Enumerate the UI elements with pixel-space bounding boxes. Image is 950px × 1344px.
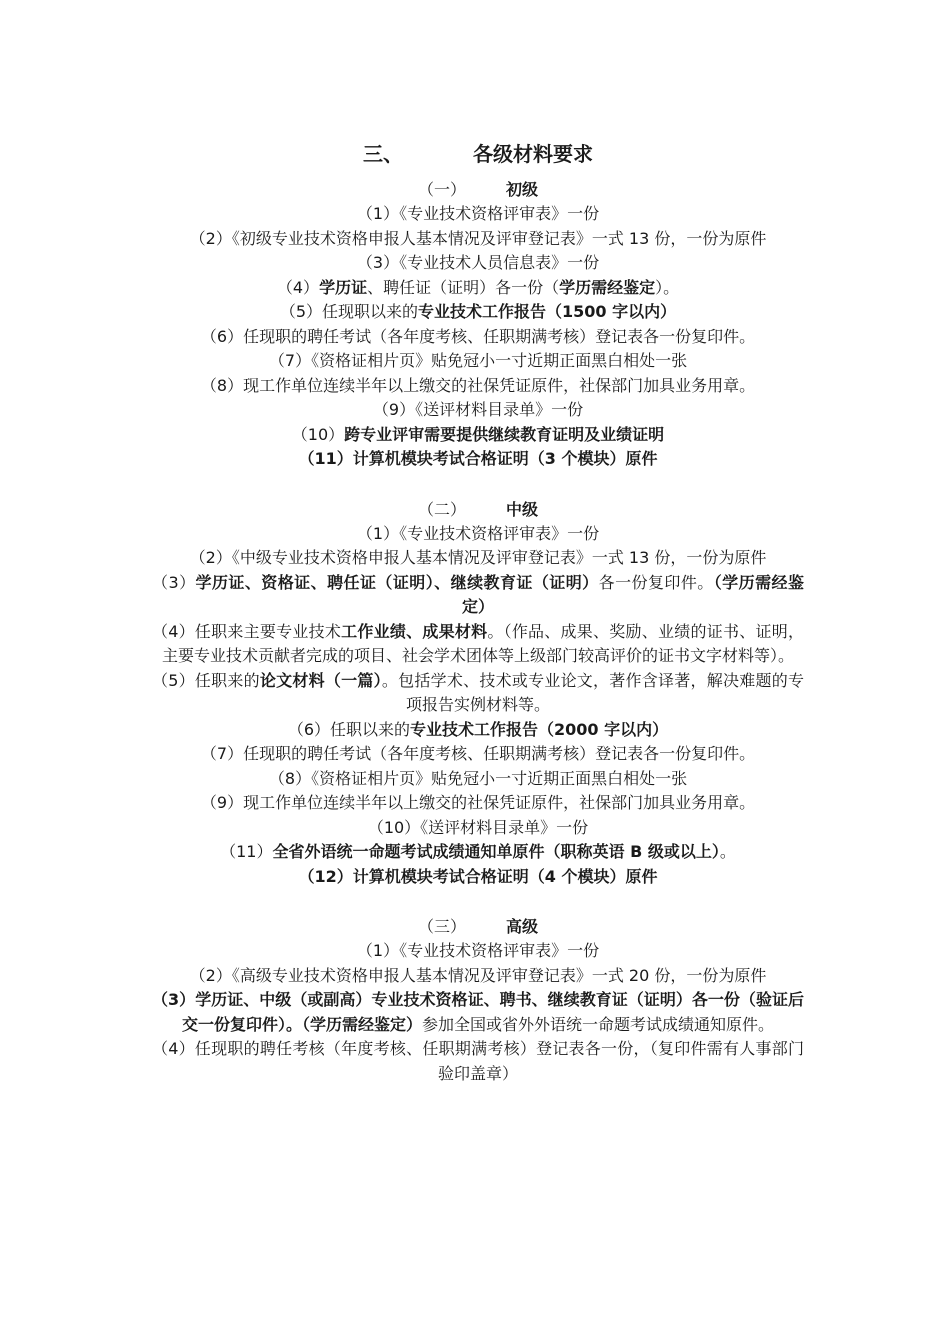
requirements-content [152,178,804,1086]
section-heading [152,178,804,202]
emphasized-text: （学历需经鉴定） [461,572,804,616]
requirement-item [152,300,804,325]
requirement-item [152,571,804,620]
item-text: （2）《初级专业技术资格申报人基本情况及评审登记表》一式 13 份，一份为原件 [189,228,767,248]
section-name: 中级 [505,499,538,519]
requirement-item [152,1037,804,1086]
requirement-item [152,349,804,374]
item-text: （4）任现职的聘任考核（年度考核、任职期满考核）登记表各一份，（复印件需有人事部门验印盖章） [152,1039,804,1083]
title-number: 三、 [363,142,403,166]
requirement-item [152,988,804,1037]
requirement-item [152,276,804,301]
emphasized-text: 学历证 [319,277,368,297]
item-text: 各一份复印件。 [598,572,714,592]
item-text: ）。 [655,277,680,297]
requirement-item [152,865,804,890]
item-text: 。包括学术、技术或专业论文，著作含译著，解决难题的专项报告实例材料等。 [381,670,804,714]
item-text: （10）《送评材料目录单》一份 [367,817,589,837]
item-text: （11） [220,842,273,861]
requirement-item [152,546,804,571]
emphasized-text: 工作业绩、成果材料 [341,621,488,641]
emphasized-text: 全省外语统一命题考试成绩通知单原件（职称英语 B 级或以上） [272,842,720,861]
requirement-item [152,939,804,964]
document-page [152,136,804,1086]
section-number: （一） [417,180,466,199]
section-name: 高级 [505,917,538,936]
emphasized-text: （3）学历证、中级（或副高）专业技术资格证、聘书、继续教育证（证明）各一份（验证后交一份复印件）。（学历需经鉴定） [152,990,804,1034]
section-number: （三） [417,917,466,936]
requirement-item [152,447,804,472]
item-text: （1）《专业技术资格评审表》一份 [356,204,600,223]
requirement-item [152,669,804,718]
item-text: （2）《高级专业技术资格申报人基本情况及评审登记表》一式 20 份，一份为原件 [189,965,767,985]
item-text: （8）《资格证相片页》贴免冠小一寸近期正面黑白相处一张 [268,768,688,788]
item-text: （8）现工作单位连续半年以上缴交的社保凭证原件，社保部门加具业务用章。 [200,375,756,395]
emphasized-text: 论文材料（一篇） [259,670,382,690]
requirement-item [152,398,804,423]
requirement-item [152,423,804,448]
requirement-item [152,227,804,252]
requirement-item [152,791,804,816]
section-heading [152,915,804,939]
item-text: 。 [719,842,736,861]
emphasized-text: 专业技术工作报告（2000 字以内） [410,719,669,739]
requirement-item [152,251,804,276]
item-text: （4） [276,277,320,297]
item-text: 参加全国或省外外语统一命题考试成绩通知原件。 [422,1014,775,1034]
item-text: （6）任职以来的 [287,719,411,739]
requirement-item [152,620,804,669]
item-text: （3）《专业技术人员信息表》一份 [356,253,600,272]
section-name: 初级 [505,180,538,199]
item-text: （10） [291,424,345,444]
item-text: （3） [152,572,196,592]
item-text: （1）《专业技术资格评审表》一份 [356,941,600,960]
item-text: （2）《中级专业技术资格申报人基本情况及评审登记表》一式 13 份，一份为原件 [189,548,767,567]
item-text: 。（作品、成果、奖励、业绩的证书、证明，主要专业技术贡献者完成的项目、社会学术团体等上级部门较高评价的证书文字材料等）。 [161,621,804,665]
item-text: （9）《送评材料目录单》一份 [372,400,584,419]
requirement-item [152,522,804,547]
requirement-item [152,718,804,743]
requirement-item [152,816,804,841]
emphasized-text: （11）计算机模块考试合格证明（3 个模块）原件 [298,449,658,468]
emphasized-text: 学历证、资格证、聘任证（证明）、继续教育证（证明） [195,572,599,592]
section-spacer [152,889,804,915]
requirement-item [152,767,804,792]
section-number: （二） [417,499,466,519]
item-text: （1）《专业技术资格评审表》一份 [356,523,600,543]
requirement-item [152,840,804,865]
requirement-item [152,964,804,989]
emphasized-text: （12）计算机模块考试合格证明（4 个模块）原件 [298,866,658,886]
item-text: （9）现工作单位连续半年以上缴交的社保凭证原件，社保部门加具业务用章。 [200,793,756,812]
item-text: （5）任职来的 [152,670,260,690]
emphasized-text: 专业技术工作报告（1500 字以内） [418,302,677,321]
item-text: （7）《资格证相片页》贴免冠小一寸近期正面黑白相处一张 [268,351,688,370]
requirement-item [152,742,804,767]
requirement-item [152,202,804,227]
item-text: （6）任现职的聘任考试（各年度考核、任职期满考核）登记表各一份复印件。 [200,326,756,346]
emphasized-text: 跨专业评审需要提供继续教育证明及业绩证明 [344,424,665,444]
title-text: 各级材料要求 [473,142,593,166]
item-text: （5）任现职以来的 [279,302,419,321]
section-heading [152,498,804,522]
item-text: （7）任现职的聘任考试（各年度考核、任职期满考核）登记表各一份复印件。 [200,744,756,763]
emphasized-text: 学历需经鉴定 [559,277,656,297]
requirement-item [152,374,804,399]
item-text: （4）任职来主要专业技术 [152,621,342,641]
section-spacer [152,472,804,498]
item-text: 、聘任证（证明）各一份（ [367,277,560,297]
page-title [152,136,804,172]
requirement-item [152,325,804,350]
